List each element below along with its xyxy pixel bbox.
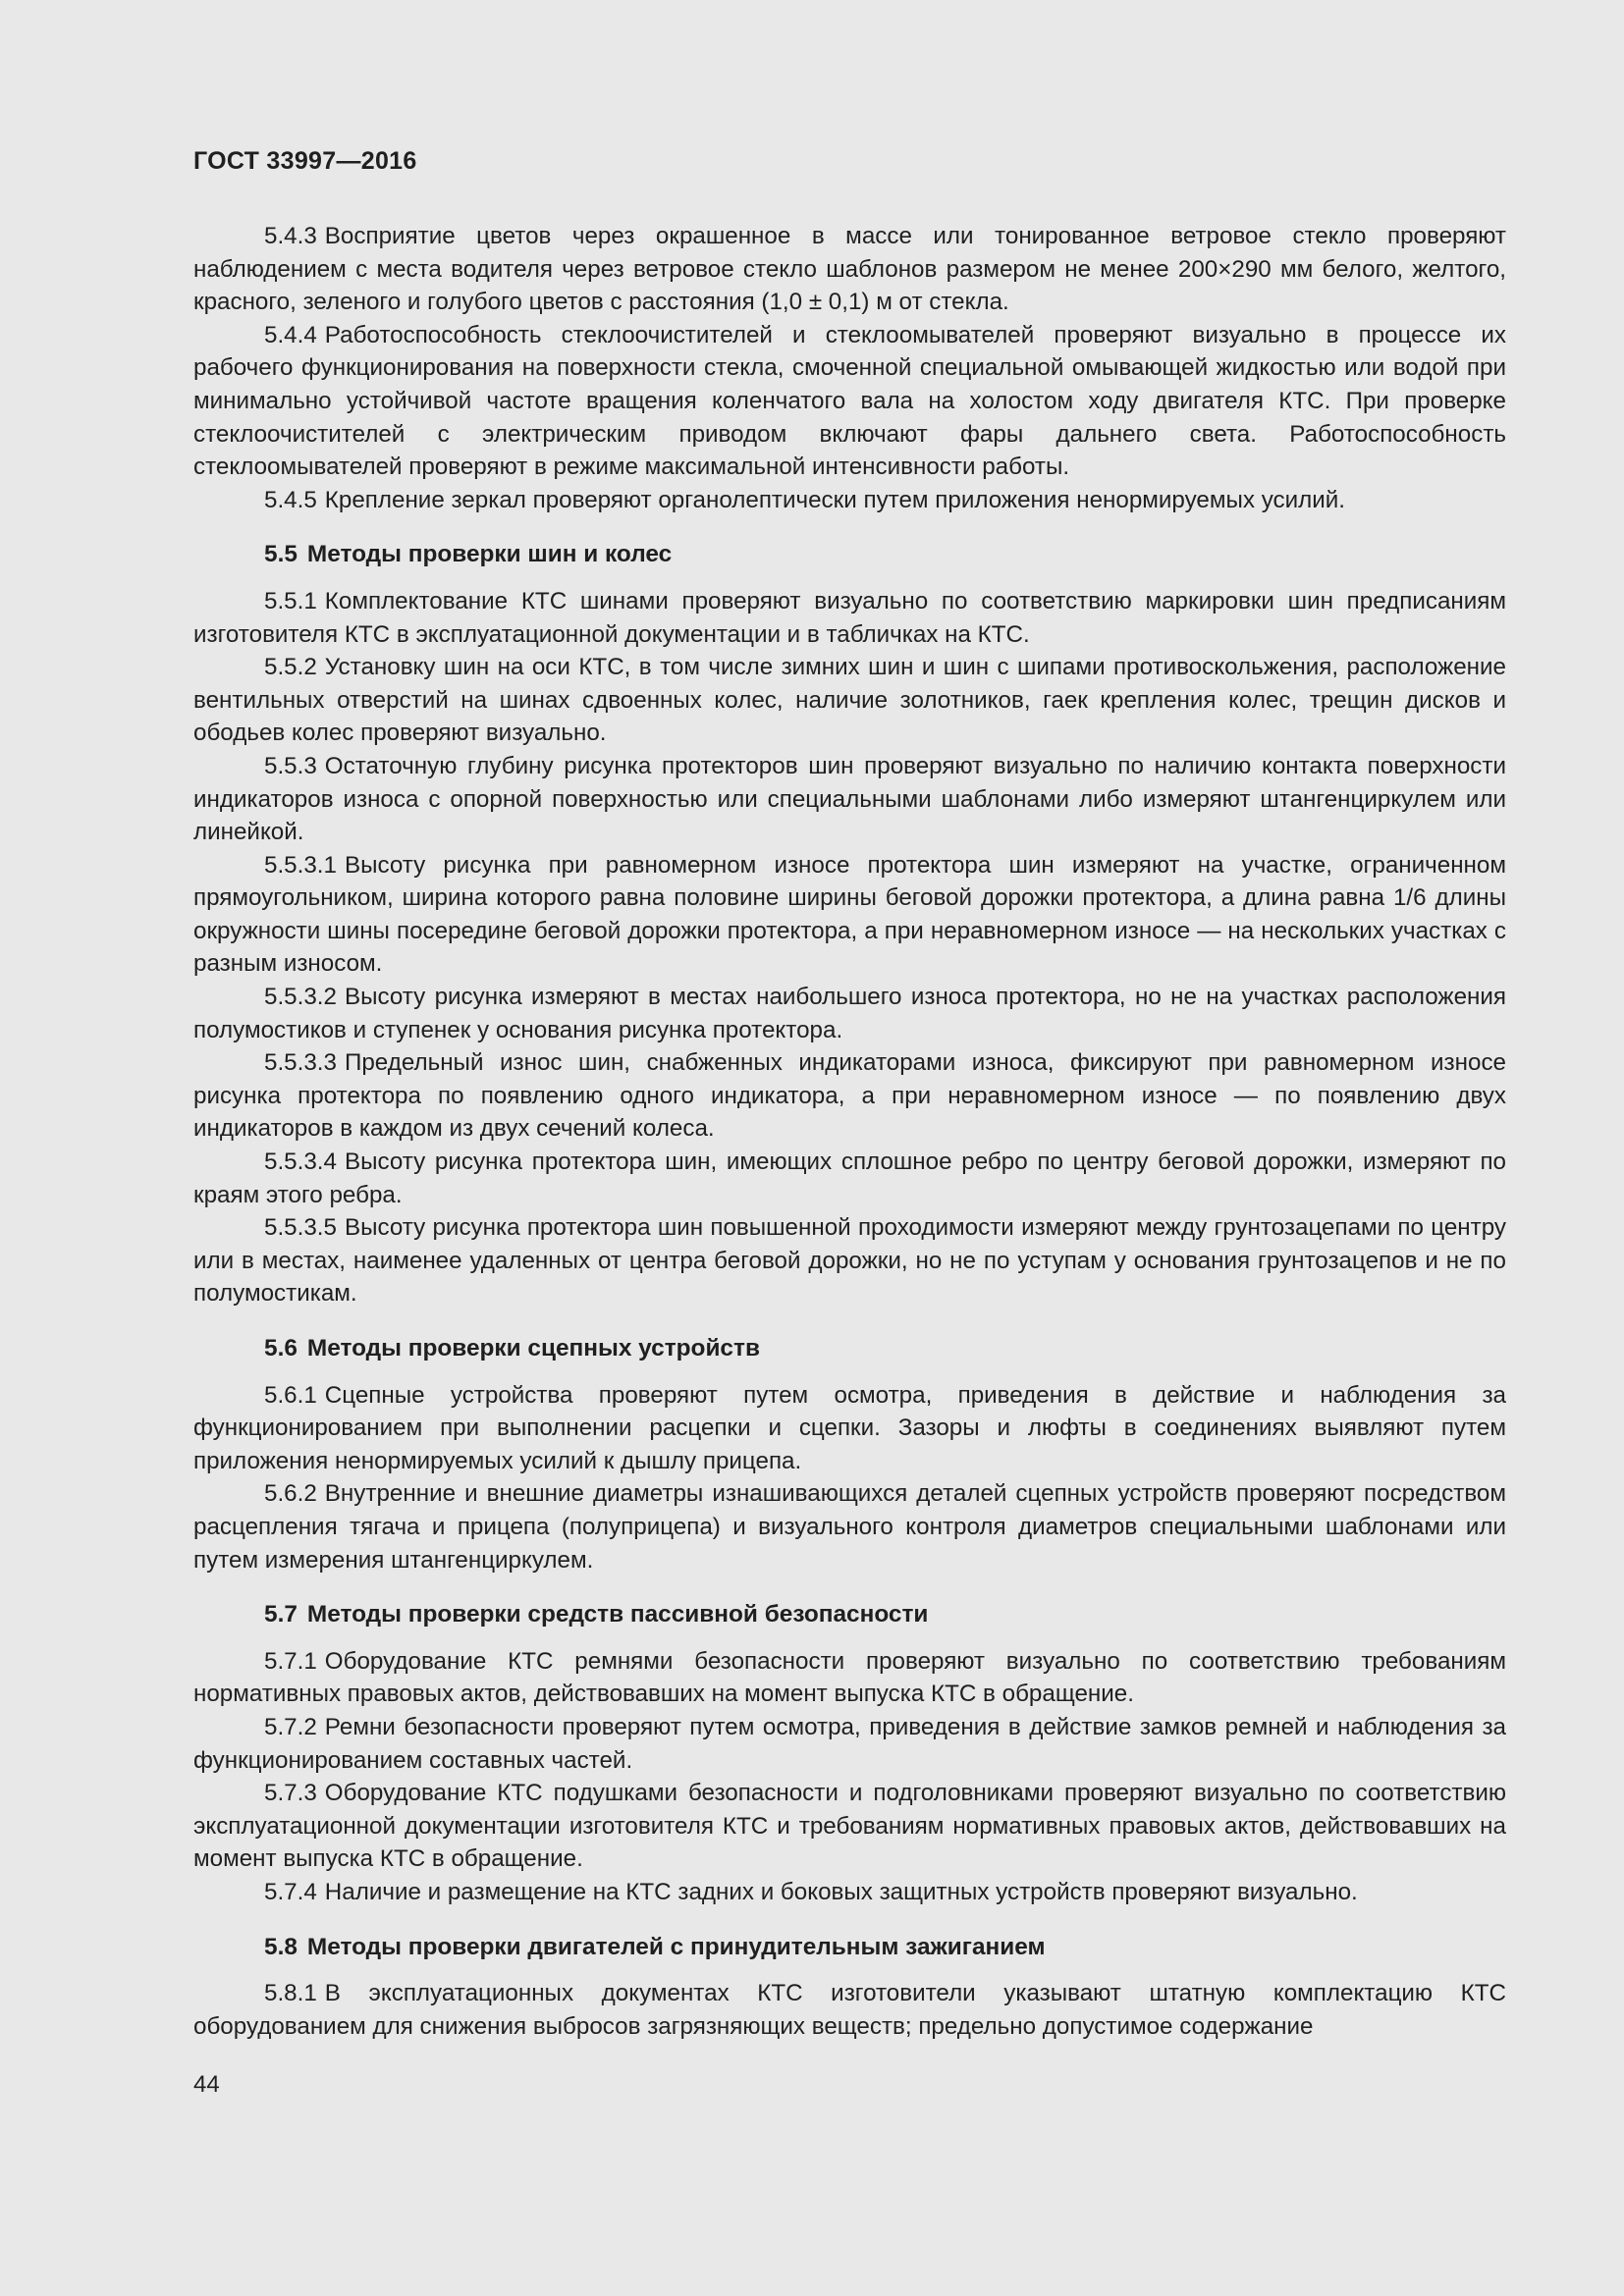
clause-text: Остаточную глубину рисунка протекторов шин проверяют визуально по наличию контакта поверхности индикаторов износа с опорной поверхностью или специальными шаблонами либо измеряют штангенциркулем или линейкой. [193,752,1506,846]
clause-text: Оборудование КТС подушками безопасности и подголовниками проверяют визуально по соответствию эксплуатационной документации изготовителя КТС и требованиям нормативных правовых актов, действовавших на момент выпуска КТС в обращение. [193,1780,1506,1873]
section-heading-5-5 [193,538,1506,571]
section-heading-5-6 [193,1332,1506,1365]
page-number: 44 [193,2071,220,2098]
clause-number: 5.7.4 [264,1878,317,1905]
clause-text: Крепление зеркал проверяют органолептически путем приложения ненормируемых усилий. [324,486,1345,513]
clause-number: 5.4.3 [264,223,317,249]
paragraph-5-5-3 [193,750,1506,849]
clause-text: Восприятие цветов через окрашенное в массе или тонированное ветровое стекло проверяют наблюдением с места водителя через ветровое стекло шаблонов размером не менее 200×290 мм белого, желтого, красного, зеленого и голубого цветов с расстояния (1,0 ± 0,1) м от стекла. [193,223,1506,316]
paragraph-5-7-2 [193,1711,1506,1777]
clause-text: Высоту рисунка при равномерном износе протектора шин измеряют на участке, ограниченном прямоугольником, ширина которого равна половине ширины беговой дорожки протектора, а длина равна 1/6 длины окружности шины посередине беговой дорожки протектора, а при неравномерном износе — на нескольких участках с разным износом. [193,851,1506,978]
clause-number: 5.6.1 [264,1381,317,1409]
paragraph-5-5-2 [193,651,1506,750]
clause-text: Высоту рисунка измеряют в местах наибольшего износа протектора, но не на участках расположения полумостиков и ступенек у основания рисунка протектора. [193,984,1506,1043]
clause-number: 5.5.3.1 [264,851,337,879]
clause-number: 5.5.3.4 [264,1148,337,1176]
paragraph-5-7-3 [193,1777,1506,1876]
clause-number: 5.7.1 [264,1647,317,1675]
clause-text: Установку шин на оси КТС, в том числе зимних шин и шин с шипами противоскольжения, расположение вентильных отверстий на шинах сдвоенных колес, наличие золотников, гаек крепления колес, трещин дисков и ободьев колес проверяют визуально. [193,654,1506,747]
paragraph-5-5-3-3 [193,1046,1506,1146]
clause-number: 5.6.2 [264,1480,317,1508]
clause-text: Сцепные устройства проверяют путем осмотра, приведения в действие и наблюдения за функционированием при выполнении расцепки и сцепки. Зазоры и люфты в соединениях выявляют путем приложения ненормируемых усилий к дышлу прицепа. [193,1381,1506,1474]
clause-text: Работоспособность стеклоочистителей и стеклоомывателей проверяют визуально в процессе их рабочего функционирования на поверхности стекла, смоченной специальной омывающей жидкостью или водой при минимально устойчивой частоте вращения коленчатого вала на холостом ходу двигателя КТС. При проверке стеклоочистителей с электрическим приводом включают фары дальнего света. Работоспособность стеклоомывателей проверяют в режиме максимальной интенсивности работы. [193,321,1506,481]
document-body [193,220,1506,2043]
paragraph-5-4-5 [193,484,1506,517]
section-number: 5.8 [264,1933,298,1960]
clause-number: 5.5.3.3 [264,1049,337,1077]
paragraph-5-7-4 [193,1876,1506,1909]
clause-number: 5.7.2 [264,1713,317,1740]
clause-number: 5.4.4 [264,321,317,348]
paragraph-5-5-1 [193,585,1506,651]
section-number: 5.6 [264,1335,298,1362]
clause-text: Высоту рисунка протектора шин, имеющих сплошное ребро по центру беговой дорожки, измеряют по краям этого ребра. [193,1148,1506,1208]
clause-text: В эксплуатационных документах КТС изготовители указывают штатную комплектацию КТС оборудованием для снижения выбросов загрязняющих веществ; предельно допустимое содержание [193,1980,1506,2040]
clause-number: 5.5.3.2 [264,984,337,1011]
section-title: Методы проверки шин и колес [306,541,673,568]
paragraph-5-4-3 [193,220,1506,319]
clause-text: Внутренние и внешние диаметры изнашивающихся деталей сцепных устройств проверяют посредством расцепления тягача и прицепа (полуприцепа) и визуального контроля диаметров специальными шаблонами или путем измерения штангенциркулем. [193,1480,1506,1574]
clause-text: Комплектование КТС шинами проверяют визуально по соответствию маркировки шин предписаниям изготовителя КТС в эксплуатационной документации и в табличках на КТС. [193,587,1506,648]
paragraph-5-8-1 [193,1977,1506,2043]
clause-number: 5.4.5 [264,486,317,513]
section-heading-5-7 [193,1598,1506,1631]
section-heading-5-8 [193,1931,1506,1964]
paragraph-5-6-1 [193,1379,1506,1478]
paragraph-5-4-4 [193,319,1506,484]
paragraph-5-6-2 [193,1477,1506,1576]
clause-number: 5.5.1 [264,587,317,614]
paragraph-5-5-3-2 [193,981,1506,1046]
clause-number: 5.5.3 [264,752,317,779]
section-number: 5.5 [264,541,298,568]
clause-number: 5.5.3.5 [264,1214,337,1242]
clause-text: Высоту рисунка протектора шин повышенной проходимости измеряют между грунтозацепами по центру или в местах, наименее удаленных от центра беговой дорожки, но не по уступам у основания грунтозацепов и не по полумостикам. [193,1214,1506,1308]
section-title: Методы проверки сцепных устройств [306,1335,760,1362]
clause-number: 5.7.3 [264,1780,317,1807]
paragraph-5-5-3-1 [193,849,1506,981]
section-title: Методы проверки средств пассивной безопасности [306,1601,929,1629]
clause-text: Ремни безопасности проверяют путем осмотра, приведения в действие замков ремней и наблюдения за функционированием составных частей. [193,1713,1506,1774]
clause-text: Наличие и размещение на КТС задних и боковых защитных устройств проверяют визуально. [324,1878,1358,1905]
paragraph-5-7-1 [193,1645,1506,1711]
section-title: Методы проверки двигателей с принудительным зажиганием [306,1933,1046,1960]
document-header: ГОСТ 33997—2016 [193,147,417,175]
section-number: 5.7 [264,1601,298,1629]
paragraph-5-5-3-4 [193,1146,1506,1211]
clause-text: Оборудование КТС ремнями безопасности проверяют визуально по соответствию требованиям нормативных правовых актов, действовавших на момент выпуска КТС в обращение. [193,1647,1506,1708]
clause-number: 5.8.1 [264,1980,317,2007]
clause-text: Предельный износ шин, снабженных индикаторами износа, фиксируют при равномерном износе рисунка протектора по появлению одного индикатора, а при неравномерном износе — по появлению двух индикаторов в каждом из двух сечений колеса. [193,1049,1506,1143]
paragraph-5-5-3-5 [193,1211,1506,1310]
clause-number: 5.5.2 [264,654,317,681]
